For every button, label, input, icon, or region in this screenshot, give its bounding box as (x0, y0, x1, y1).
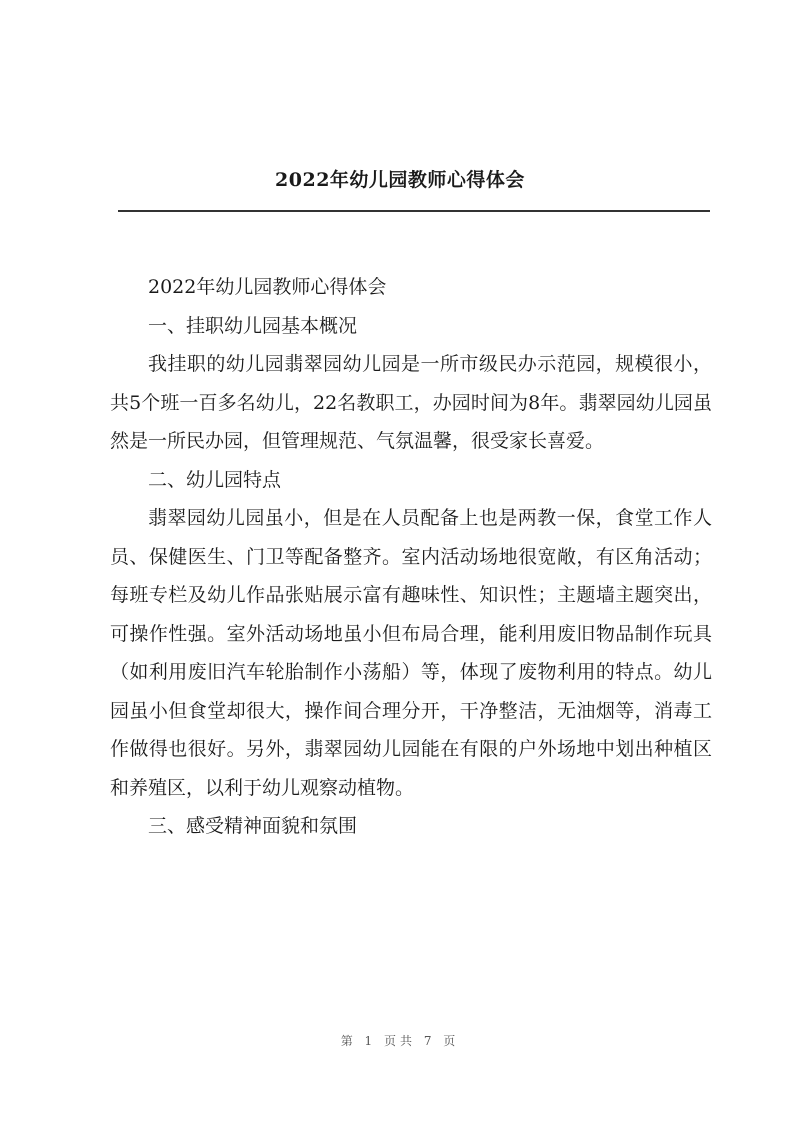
paragraph-features: 翡翠园幼儿园虽小，但是在人员配备上也是两教一保，食堂工作人员、保健医生、门卫等配备整齐。室内活动场地很宽敞，有区角活动；每班专栏及幼儿作品张贴展示富有趣味性、知识性；主题墙主题突出，可操作性强。室外活动场地虽小但布局合理，能利用废旧物品制作玩具（如利用废旧汽车轮胎制作小荡船）等，体现了废物利用的特点。幼儿园虽小但食堂却很大，操作间合理分开，干净整洁，无油烟等，消毒工作做得也很好。另外，翡翠园幼儿园能在有限的户外场地中划出种植区和养殖区，以利于幼儿观察动植物。 (110, 507, 712, 799)
page-number: 第 1 页共 7 页 (340, 1034, 460, 1048)
paragraph-overview: 我挂职的幼儿园翡翠园幼儿园是一所市级民办示范园，规模很小，共5个班一百多名幼儿，22名教职工，办园时间为8年。翡翠园幼儿园虽然是一所民办园，但管理规范、气氛温馨，很受家长喜爱。 (110, 353, 712, 452)
document-body (110, 268, 712, 846)
section-heading-3: 三、感受精神面貌和氛围 (148, 815, 358, 837)
page-title: 2022年幼儿园教师心得体会 (275, 169, 525, 191)
section-heading-2: 二、幼儿园特点 (148, 468, 282, 491)
title-divider (118, 210, 710, 212)
section-heading-1: 一、挂职幼儿园基本概况 (148, 314, 358, 337)
body-title: 2022年幼儿园教师心得体会 (148, 276, 387, 298)
